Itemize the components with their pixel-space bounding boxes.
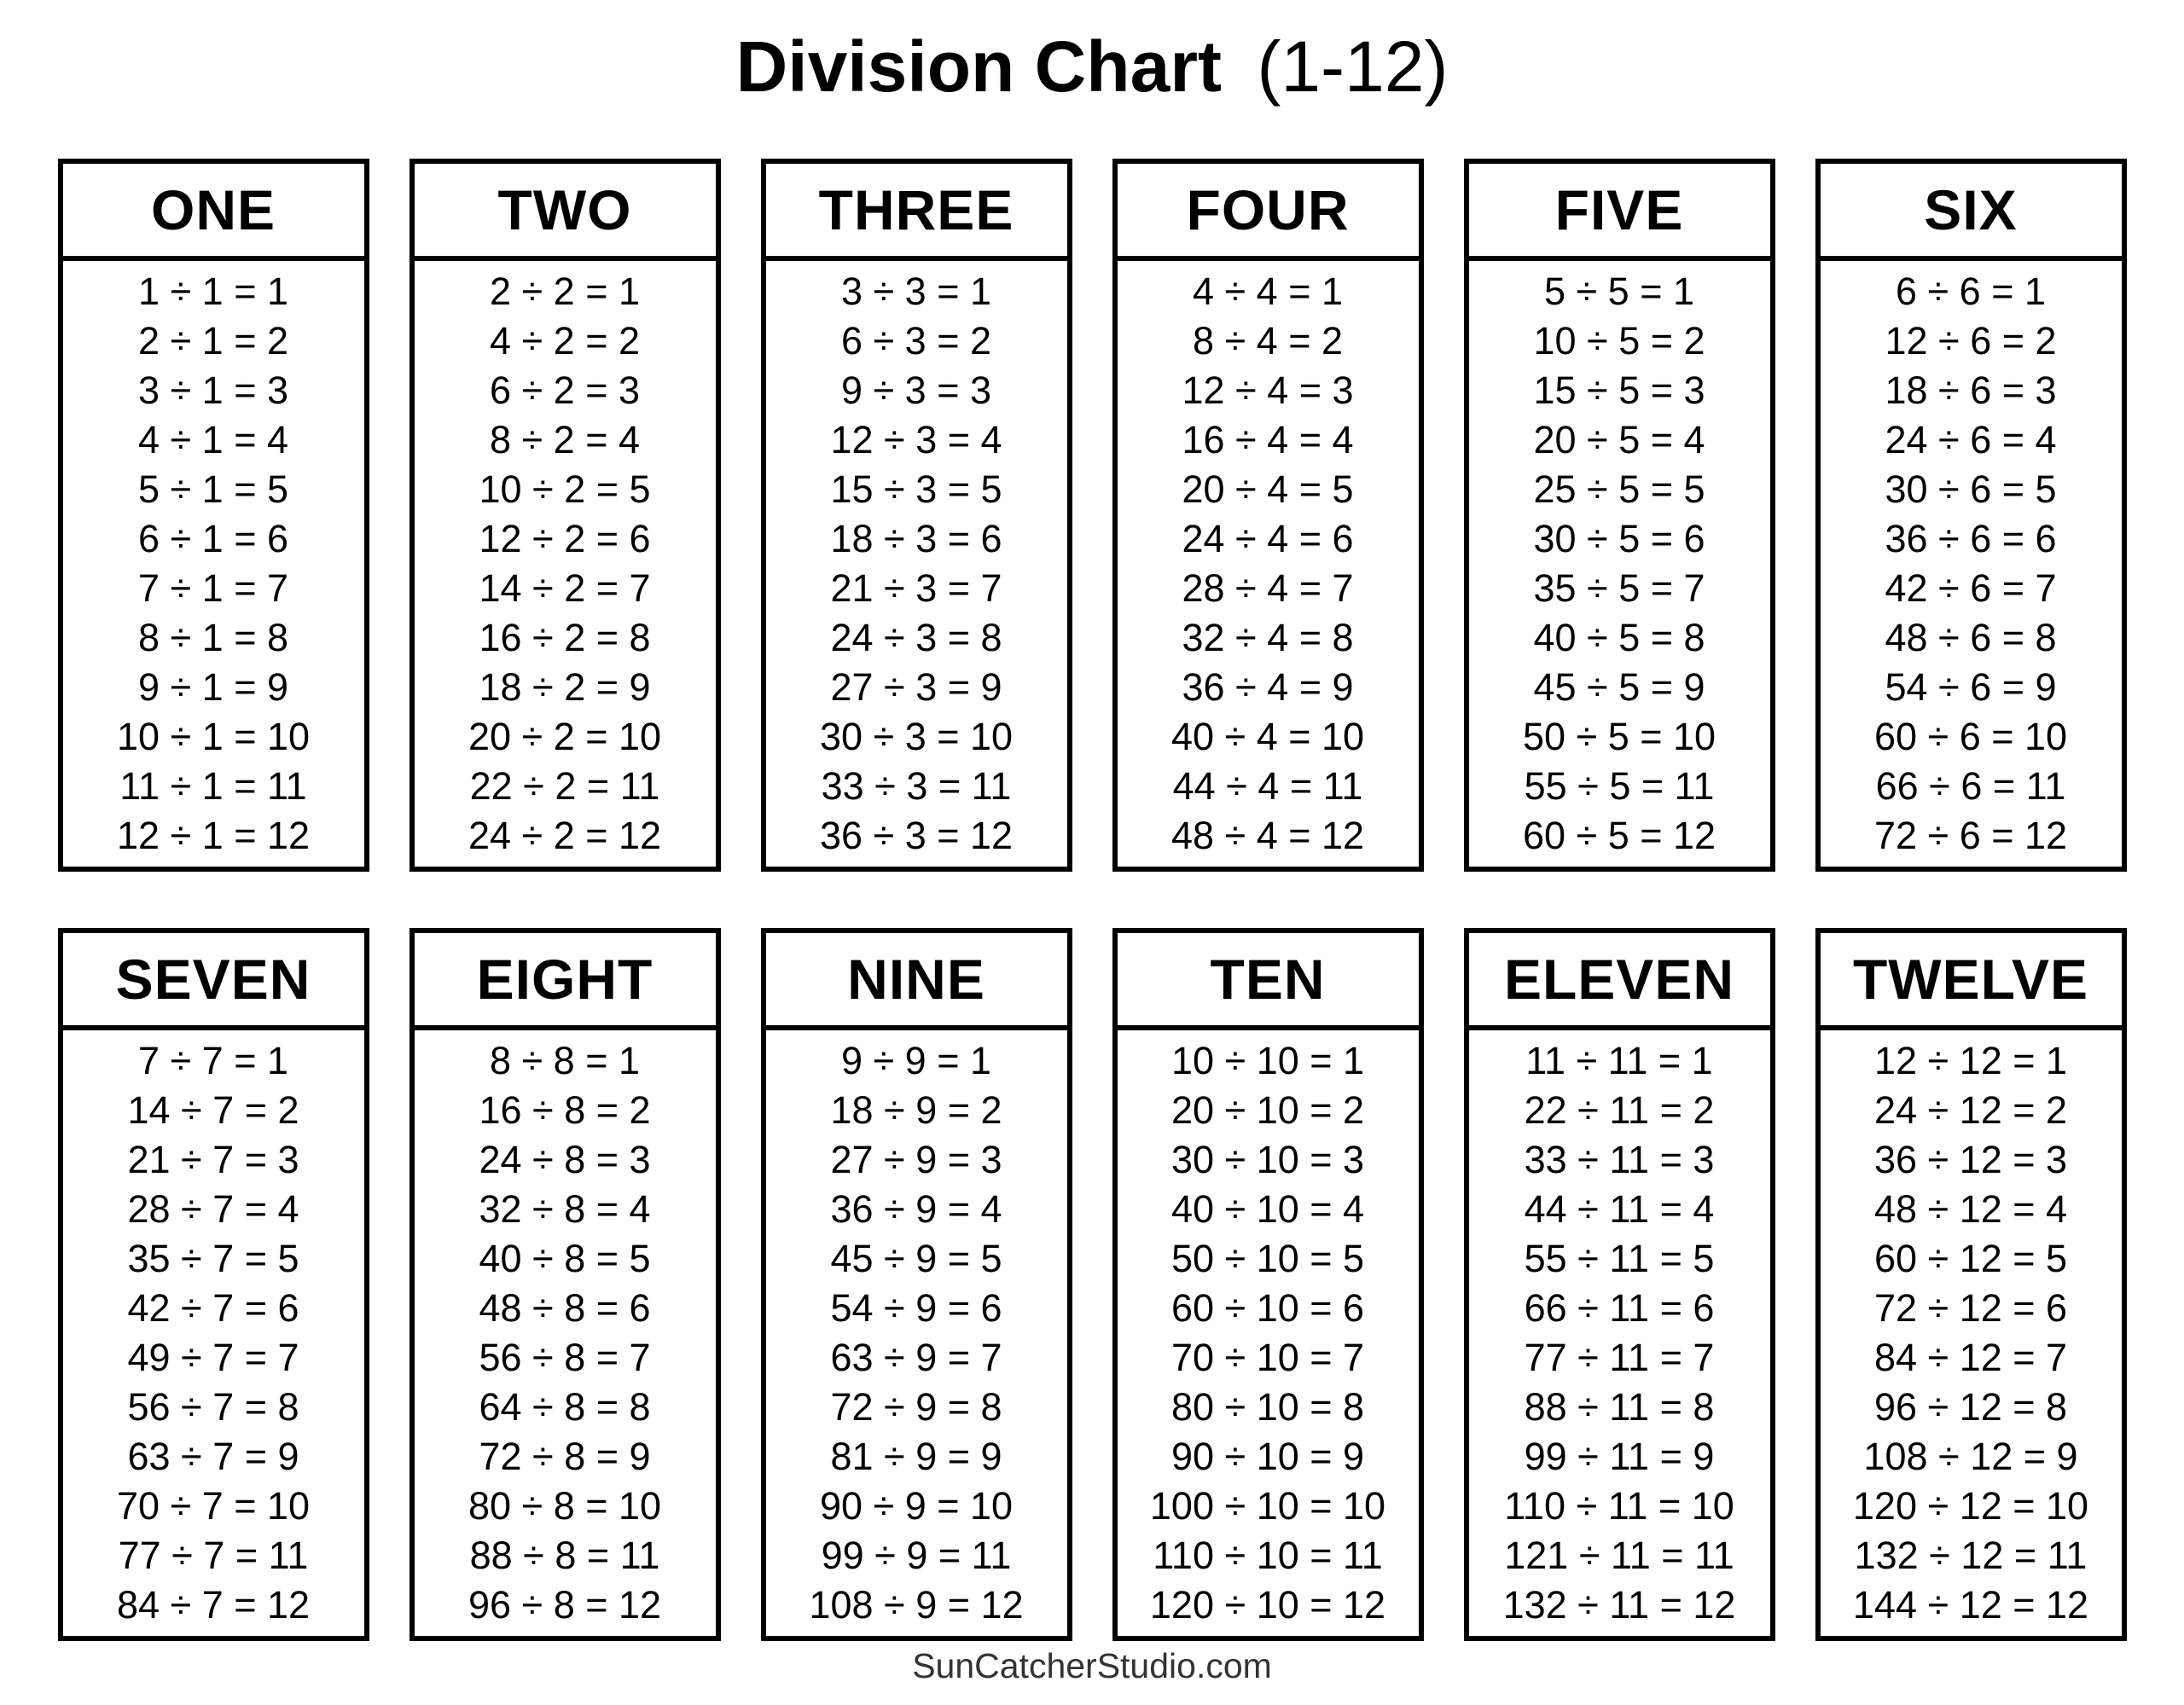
division-table-eleven	[1464, 928, 1775, 1641]
equation-row: 40 ÷ 4 = 10	[1170, 715, 1365, 759]
page-title	[0, 22, 2184, 111]
division-table-ten	[1112, 928, 1424, 1641]
equation-row: 32 ÷ 8 = 4	[479, 1187, 651, 1232]
division-table-seven	[58, 928, 369, 1641]
equation-row: 70 ÷ 10 = 7	[1170, 1336, 1365, 1380]
equation-row: 108 ÷ 12 = 9	[1863, 1435, 2078, 1479]
equation-row: 25 ÷ 5 = 5	[1533, 467, 1705, 512]
equation-row: 1 ÷ 1 = 1	[137, 270, 289, 314]
equation-row: 30 ÷ 10 = 3	[1170, 1138, 1365, 1182]
table-title: ONE	[150, 178, 276, 242]
equation-row: 20 ÷ 2 = 10	[468, 715, 662, 759]
table-body	[63, 1030, 364, 1636]
equation-row: 6 ÷ 3 = 2	[840, 319, 992, 363]
equation-row: 12 ÷ 1 = 12	[116, 814, 311, 858]
equation-row: 33 ÷ 11 = 3	[1524, 1138, 1715, 1182]
equation-row: 40 ÷ 5 = 8	[1533, 616, 1705, 660]
equation-row: 30 ÷ 6 = 5	[1885, 467, 2057, 512]
equation-row: 36 ÷ 12 = 3	[1873, 1138, 2068, 1182]
equation-row: 6 ÷ 6 = 1	[1895, 270, 2047, 314]
equation-row: 30 ÷ 3 = 10	[819, 715, 1014, 759]
equation-row: 36 ÷ 6 = 6	[1885, 517, 2057, 561]
equation-row: 7 ÷ 1 = 7	[137, 566, 289, 611]
equation-row: 4 ÷ 1 = 4	[137, 418, 289, 462]
equation-row: 32 ÷ 4 = 8	[1182, 616, 1354, 660]
equation-row: 10 ÷ 1 = 10	[116, 715, 311, 759]
equation-row: 48 ÷ 12 = 4	[1873, 1187, 2068, 1232]
equation-row: 60 ÷ 6 = 10	[1873, 715, 2068, 759]
equation-row: 6 ÷ 2 = 3	[489, 368, 641, 413]
equation-row: 96 ÷ 12 = 8	[1873, 1385, 2068, 1430]
table-body	[415, 261, 716, 867]
table-body	[1118, 1030, 1419, 1636]
equation-row: 42 ÷ 7 = 6	[127, 1286, 299, 1331]
table-title: THREE	[818, 178, 1014, 242]
equation-row: 60 ÷ 12 = 5	[1873, 1237, 2068, 1281]
equation-row: 110 ÷ 11 = 10	[1504, 1484, 1734, 1528]
equation-row: 70 ÷ 7 = 10	[116, 1484, 311, 1528]
equation-row: 100 ÷ 10 = 10	[1149, 1484, 1386, 1528]
equation-row: 42 ÷ 6 = 7	[1885, 566, 2057, 611]
equation-row: 24 ÷ 6 = 4	[1885, 418, 2057, 462]
equation-row: 12 ÷ 4 = 3	[1182, 368, 1354, 413]
equation-row: 14 ÷ 7 = 2	[127, 1088, 299, 1133]
equation-row: 35 ÷ 7 = 5	[127, 1237, 299, 1281]
equation-row: 22 ÷ 2 = 11	[469, 764, 660, 809]
equation-row: 12 ÷ 6 = 2	[1885, 319, 2057, 363]
equation-row: 63 ÷ 7 = 9	[127, 1435, 299, 1479]
equation-row: 24 ÷ 8 = 3	[479, 1138, 651, 1182]
equation-row: 90 ÷ 9 = 10	[819, 1484, 1014, 1528]
equation-row: 24 ÷ 12 = 2	[1873, 1088, 2068, 1133]
equation-row: 120 ÷ 12 = 10	[1852, 1484, 2089, 1528]
equation-row: 8 ÷ 8 = 1	[489, 1039, 641, 1083]
equation-row: 132 ÷ 11 = 12	[1502, 1583, 1736, 1627]
equation-row: 40 ÷ 8 = 5	[479, 1237, 651, 1281]
table-body	[766, 1030, 1067, 1636]
equation-row: 90 ÷ 10 = 9	[1170, 1435, 1365, 1479]
equation-row: 66 ÷ 11 = 6	[1524, 1286, 1715, 1331]
equation-row: 54 ÷ 9 = 6	[830, 1286, 1002, 1331]
table-body	[415, 1030, 716, 1636]
table-title: FIVE	[1554, 178, 1684, 242]
equation-row: 36 ÷ 9 = 4	[830, 1187, 1002, 1232]
equation-row: 54 ÷ 6 = 9	[1885, 665, 2057, 710]
table-title: TWO	[497, 178, 632, 242]
equation-row: 88 ÷ 11 = 8	[1524, 1385, 1715, 1430]
table-header	[1118, 933, 1419, 1030]
table-header	[63, 164, 364, 261]
equation-row: 9 ÷ 1 = 9	[137, 665, 289, 710]
equation-row: 44 ÷ 11 = 4	[1524, 1187, 1715, 1232]
equation-row: 3 ÷ 1 = 3	[137, 368, 289, 413]
equation-row: 21 ÷ 3 = 7	[830, 566, 1002, 611]
table-body	[1118, 261, 1419, 867]
equation-row: 99 ÷ 9 = 11	[821, 1534, 1012, 1578]
table-title: TWELVE	[1852, 948, 2089, 1012]
table-body	[766, 261, 1067, 867]
equation-row: 72 ÷ 12 = 6	[1873, 1286, 2068, 1331]
equation-row: 20 ÷ 10 = 2	[1170, 1088, 1365, 1133]
equation-row: 24 ÷ 2 = 12	[468, 814, 662, 858]
equation-row: 9 ÷ 3 = 3	[840, 368, 992, 413]
equation-row: 14 ÷ 2 = 7	[479, 566, 651, 611]
equation-row: 44 ÷ 4 = 11	[1172, 764, 1363, 809]
equation-row: 72 ÷ 8 = 9	[479, 1435, 651, 1479]
equation-row: 45 ÷ 9 = 5	[830, 1237, 1002, 1281]
equation-row: 144 ÷ 12 = 12	[1852, 1583, 2089, 1627]
equation-row: 9 ÷ 9 = 1	[840, 1039, 992, 1083]
table-header	[415, 164, 716, 261]
division-chart-page	[0, 22, 2184, 1705]
table-body	[1821, 261, 2122, 867]
equation-row: 27 ÷ 3 = 9	[830, 665, 1002, 710]
division-table-five	[1464, 159, 1775, 872]
table-header	[63, 933, 364, 1030]
table-header	[766, 164, 1067, 261]
table-header	[1821, 933, 2122, 1030]
equation-row: 24 ÷ 3 = 8	[830, 616, 1002, 660]
equation-row: 27 ÷ 9 = 3	[830, 1138, 1002, 1182]
equation-row: 12 ÷ 3 = 4	[830, 418, 1002, 462]
equation-row: 55 ÷ 5 = 11	[1524, 764, 1715, 809]
equation-row: 8 ÷ 2 = 4	[489, 418, 641, 462]
equation-row: 22 ÷ 11 = 2	[1524, 1088, 1715, 1133]
equation-row: 80 ÷ 8 = 10	[468, 1484, 662, 1528]
table-header	[1469, 164, 1770, 261]
equation-row: 18 ÷ 3 = 6	[830, 517, 1002, 561]
equation-row: 45 ÷ 5 = 9	[1533, 665, 1705, 710]
page-title-range: (1-12)	[1257, 26, 1449, 107]
table-header	[1118, 164, 1419, 261]
equation-row: 77 ÷ 11 = 7	[1524, 1336, 1715, 1380]
equation-row: 20 ÷ 5 = 4	[1533, 418, 1705, 462]
equation-row: 35 ÷ 5 = 7	[1533, 566, 1705, 611]
division-table-six	[1815, 159, 2127, 872]
division-table-three	[761, 159, 1072, 872]
table-title: SIX	[1924, 178, 2018, 242]
equation-row: 2 ÷ 2 = 1	[489, 270, 641, 314]
table-title: TEN	[1210, 948, 1326, 1012]
equation-row: 60 ÷ 5 = 12	[1522, 814, 1716, 858]
equation-row: 108 ÷ 9 = 12	[809, 1583, 1024, 1627]
table-title: SEVEN	[115, 948, 311, 1012]
equation-row: 18 ÷ 9 = 2	[830, 1088, 1002, 1133]
table-body	[1469, 261, 1770, 867]
table-header	[1469, 933, 1770, 1030]
equation-row: 50 ÷ 5 = 10	[1522, 715, 1716, 759]
table-body	[1469, 1030, 1770, 1636]
equation-row: 84 ÷ 12 = 7	[1873, 1336, 2068, 1380]
equation-row: 132 ÷ 12 = 11	[1854, 1534, 2088, 1578]
equation-row: 11 ÷ 11 = 1	[1525, 1039, 1713, 1083]
equation-row: 5 ÷ 1 = 5	[137, 467, 289, 512]
division-table-twelve	[1815, 928, 2127, 1641]
footer-website-text: SunCatcherStudio.com	[912, 1646, 1272, 1686]
equation-row: 72 ÷ 9 = 8	[830, 1385, 1002, 1430]
equation-row: 10 ÷ 5 = 2	[1533, 319, 1705, 363]
division-table-nine	[761, 928, 1072, 1641]
table-title: ELEVEN	[1503, 948, 1735, 1012]
equation-row: 96 ÷ 8 = 12	[468, 1583, 662, 1627]
equation-row: 16 ÷ 8 = 2	[479, 1088, 651, 1133]
division-table-one	[58, 159, 369, 872]
equation-row: 84 ÷ 7 = 12	[116, 1583, 311, 1627]
equation-row: 99 ÷ 11 = 9	[1524, 1435, 1715, 1479]
equation-row: 3 ÷ 3 = 1	[840, 270, 992, 314]
equation-row: 60 ÷ 10 = 6	[1170, 1286, 1365, 1331]
equation-row: 56 ÷ 8 = 7	[479, 1336, 651, 1380]
equation-row: 48 ÷ 6 = 8	[1885, 616, 2057, 660]
table-title: EIGHT	[476, 948, 653, 1012]
division-table-eight	[410, 928, 721, 1641]
table-title: FOUR	[1186, 178, 1350, 242]
equation-row: 7 ÷ 7 = 1	[137, 1039, 289, 1083]
equation-row: 28 ÷ 4 = 7	[1182, 566, 1354, 611]
equation-row: 11 ÷ 1 = 11	[119, 764, 307, 809]
equation-row: 88 ÷ 8 = 11	[469, 1534, 660, 1578]
equation-row: 21 ÷ 7 = 3	[127, 1138, 299, 1182]
table-header	[415, 933, 716, 1030]
equation-row: 110 ÷ 10 = 11	[1153, 1534, 1383, 1578]
equation-row: 5 ÷ 5 = 1	[1543, 270, 1695, 314]
equation-row: 18 ÷ 2 = 9	[479, 665, 651, 710]
equation-row: 80 ÷ 10 = 8	[1170, 1385, 1365, 1430]
equation-row: 33 ÷ 3 = 11	[821, 764, 1012, 809]
equation-row: 49 ÷ 7 = 7	[127, 1336, 299, 1380]
equation-row: 66 ÷ 6 = 11	[1875, 764, 2066, 809]
equation-row: 16 ÷ 4 = 4	[1182, 418, 1354, 462]
equation-row: 63 ÷ 9 = 7	[830, 1336, 1002, 1380]
equation-row: 12 ÷ 12 = 1	[1873, 1039, 2068, 1083]
division-table-two	[410, 159, 721, 872]
equation-row: 72 ÷ 6 = 12	[1873, 814, 2068, 858]
table-title: NINE	[847, 948, 985, 1012]
equation-row: 4 ÷ 4 = 1	[1192, 270, 1344, 314]
equation-row: 121 ÷ 11 = 11	[1504, 1534, 1734, 1578]
equation-row: 15 ÷ 3 = 5	[830, 467, 1002, 512]
equation-row: 55 ÷ 11 = 5	[1524, 1237, 1715, 1281]
table-header	[1821, 164, 2122, 261]
table-body	[63, 261, 364, 867]
equation-row: 8 ÷ 1 = 8	[137, 616, 289, 660]
equation-row: 64 ÷ 8 = 8	[479, 1385, 651, 1430]
equation-row: 16 ÷ 2 = 8	[479, 616, 651, 660]
equation-row: 40 ÷ 10 = 4	[1170, 1187, 1365, 1232]
equation-row: 24 ÷ 4 = 6	[1182, 517, 1354, 561]
equation-row: 2 ÷ 1 = 2	[137, 319, 289, 363]
division-tables-grid	[0, 159, 2184, 1641]
equation-row: 36 ÷ 3 = 12	[819, 814, 1014, 858]
equation-row: 28 ÷ 7 = 4	[127, 1187, 299, 1232]
equation-row: 20 ÷ 4 = 5	[1182, 467, 1354, 512]
equation-row: 48 ÷ 8 = 6	[479, 1286, 651, 1331]
equation-row: 10 ÷ 2 = 5	[479, 467, 651, 512]
equation-row: 10 ÷ 10 = 1	[1170, 1039, 1365, 1083]
equation-row: 81 ÷ 9 = 9	[830, 1435, 1002, 1479]
equation-row: 15 ÷ 5 = 3	[1533, 368, 1705, 413]
equation-row: 48 ÷ 4 = 12	[1170, 814, 1365, 858]
table-body	[1821, 1030, 2122, 1636]
table-header	[766, 933, 1067, 1030]
equation-row: 36 ÷ 4 = 9	[1182, 665, 1354, 710]
equation-row: 56 ÷ 7 = 8	[127, 1385, 299, 1430]
equation-row: 77 ÷ 7 = 11	[118, 1534, 309, 1578]
equation-row: 50 ÷ 10 = 5	[1170, 1237, 1365, 1281]
equation-row: 12 ÷ 2 = 6	[479, 517, 651, 561]
equation-row: 4 ÷ 2 = 2	[489, 319, 641, 363]
division-table-four	[1112, 159, 1424, 872]
equation-row: 120 ÷ 10 = 12	[1149, 1583, 1386, 1627]
equation-row: 30 ÷ 5 = 6	[1533, 517, 1705, 561]
page-title-main: Division Chart	[735, 26, 1222, 107]
equation-row: 18 ÷ 6 = 3	[1885, 368, 2057, 413]
equation-row: 8 ÷ 4 = 2	[1192, 319, 1344, 363]
equation-row: 6 ÷ 1 = 6	[137, 517, 289, 561]
